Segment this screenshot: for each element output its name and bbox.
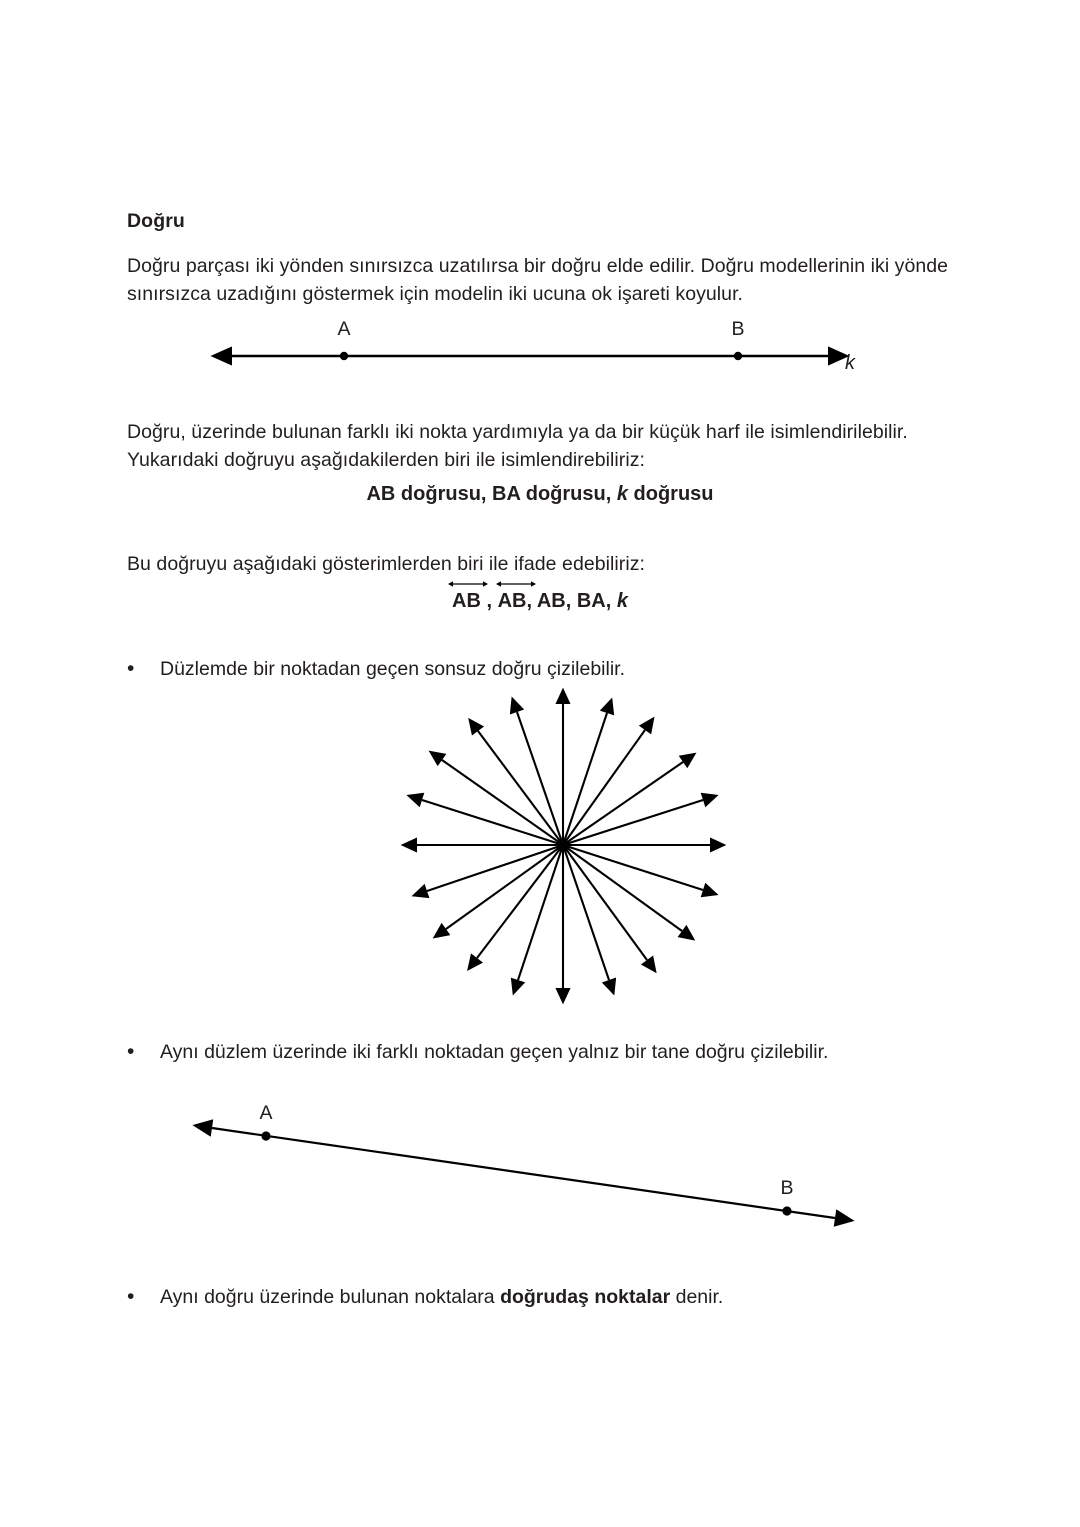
point-b-dot (734, 352, 742, 360)
notation-line-ab-second (498, 588, 527, 613)
line-name-label: k (845, 352, 855, 374)
naming-options-part2: doğrusu (627, 483, 714, 505)
bullet-marker-icon: • (127, 1285, 135, 1308)
notation-italic-letter: k (616, 590, 628, 612)
point-b-label: B (780, 1177, 794, 1199)
bullet-marker-icon: • (127, 1040, 135, 1063)
bullet-text-1: Düzlemde bir noktadan geçen sonsuz doğru çizilebilir. (160, 658, 626, 680)
notation-separator-1: , (480, 590, 498, 612)
point-b-label: B (731, 318, 745, 340)
point-a-label: A (337, 318, 351, 340)
bullet-text-3 (160, 1283, 957, 1311)
double-arrow-icon (496, 579, 536, 588)
notation-first-text: AB (452, 590, 481, 612)
point-a-dot (261, 1131, 270, 1140)
naming-options-italic-letter: k (616, 483, 628, 505)
point-a-label: A (259, 1102, 273, 1124)
notation-plain-list: , AB, BA, (526, 590, 617, 612)
naming-options-part1: AB doğrusu, BA doğrusu, (366, 483, 617, 505)
notation-line-ab-first (452, 588, 481, 613)
bullet-marker-icon: • (127, 657, 135, 680)
point-b-dot (782, 1206, 791, 1215)
bullet-text-3-after: denir. (670, 1286, 724, 1308)
paragraph-naming: Doğru, üzerinde bulunan farklı iki nokta yardımıyla ya da bir küçük harf ile isimlendirilebilir. Yukarıdaki doğruyu aşağıdakilerden biri ile isimlendirebiliriz: (127, 421, 908, 471)
star-rays (417, 704, 710, 988)
double-arrow-icon (448, 579, 488, 588)
bullet-item-1 (127, 655, 957, 683)
figure-line-slant (180, 1095, 880, 1255)
figure-star-lines (400, 690, 730, 1000)
bullet-text-3-bold: doğrudaş noktalar (500, 1286, 671, 1308)
notation-options (0, 588, 1080, 613)
page-title: Doğru (127, 210, 185, 232)
naming-options (0, 483, 1080, 506)
figure-line-ab (200, 320, 880, 390)
paragraph-notation-intro: Bu doğruyu aşağıdaki gösterimlerden biri ile ifade edebiliriz: (127, 553, 645, 575)
notation-second-text: AB (497, 590, 527, 612)
paragraph-intro: Doğru parçası iki yönden sınırsızca uzatılırsa bir doğru elde edilir. Doğru modellerinin iki yönde sınırsızca uzadığını göstermek için modelin iki ucuna ok işareti koyulur. (127, 255, 949, 305)
bullet-item-2 (127, 1038, 957, 1066)
bullet-item-3 (127, 1283, 957, 1311)
bullet-text-3-before: Aynı doğru üzerinde bulunan noktalara (160, 1286, 501, 1308)
point-a-dot (340, 352, 348, 360)
line-slant-stroke (212, 1128, 835, 1218)
bullet-text-2: Aynı düzlem üzerinde iki farklı noktadan geçen yalnız bir tane doğru çizilebilir. (160, 1041, 829, 1063)
